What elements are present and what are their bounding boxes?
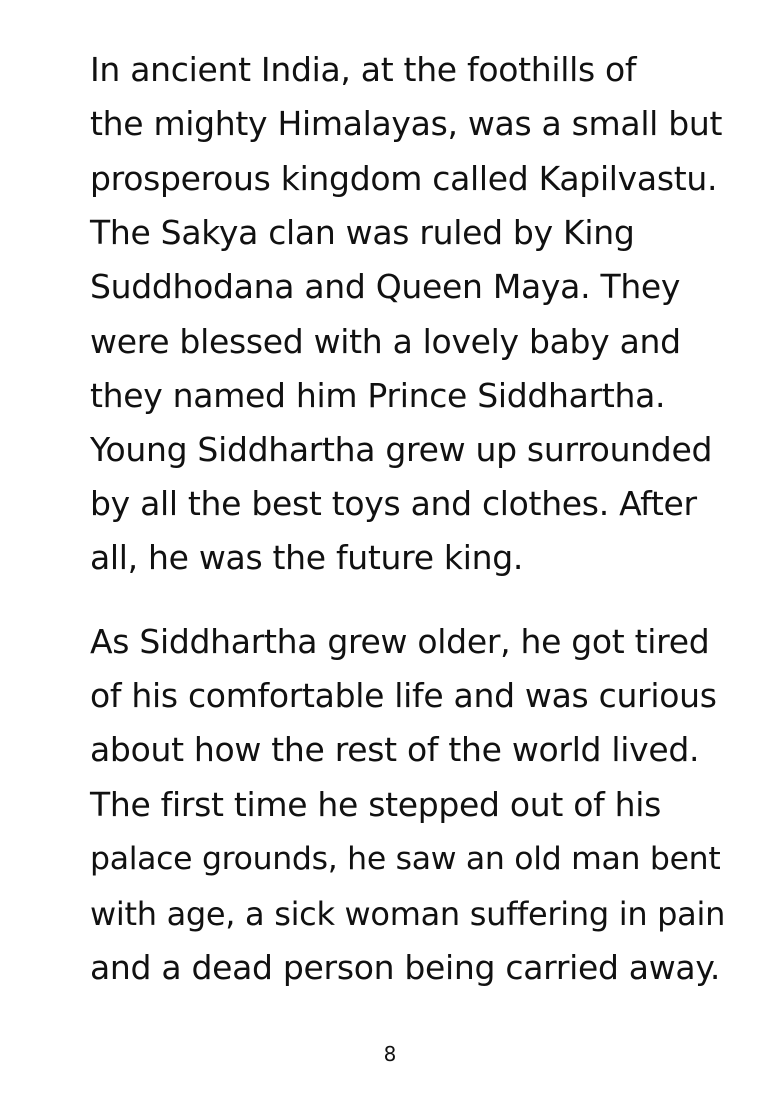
paragraph-1-line-7: they named him Prince Siddhartha. [90,376,666,415]
paragraph-1-line-9: by all the best toys and clothes. After [90,484,697,523]
paragraph-2-line-5: palace grounds, he saw an old man bent [90,841,721,877]
paragraph-1-line-5: Suddhodana and Queen Maya. They [90,267,681,306]
paragraph-1-line-2: the mighty Himalayas, was a small but [90,104,723,143]
paragraph-2-line-3: about how the rest of the world lived. [90,730,700,769]
paragraph-2-line-1: As Siddhartha grew older, he got tired [90,622,710,661]
paragraph-1-line-10: all, he was the future king. [90,538,524,577]
paragraph-1-line-3: prosperous kingdom called Kapilvastu. [90,159,718,198]
paragraph-2-line-6: with age, a sick woman suffering in pain [90,895,726,933]
paragraph-1-line-6: were blessed with a lovely baby and [90,322,681,361]
paragraph-2-line-4: The first time he stepped out of his [90,785,661,824]
paragraph-2-line-2: of his comfortable life and was curious [90,676,717,715]
paragraph-1-line-1: In ancient India, at the foothills of [90,50,637,89]
page-number: 8 [383,1042,397,1066]
paragraph-1-line-8: Young Siddhartha grew up surrounded [90,430,713,469]
paragraph-1-line-4: The Sakya clan was ruled by King [90,213,635,252]
paragraph-2-line-7: and a dead person being carried away. [90,948,721,987]
